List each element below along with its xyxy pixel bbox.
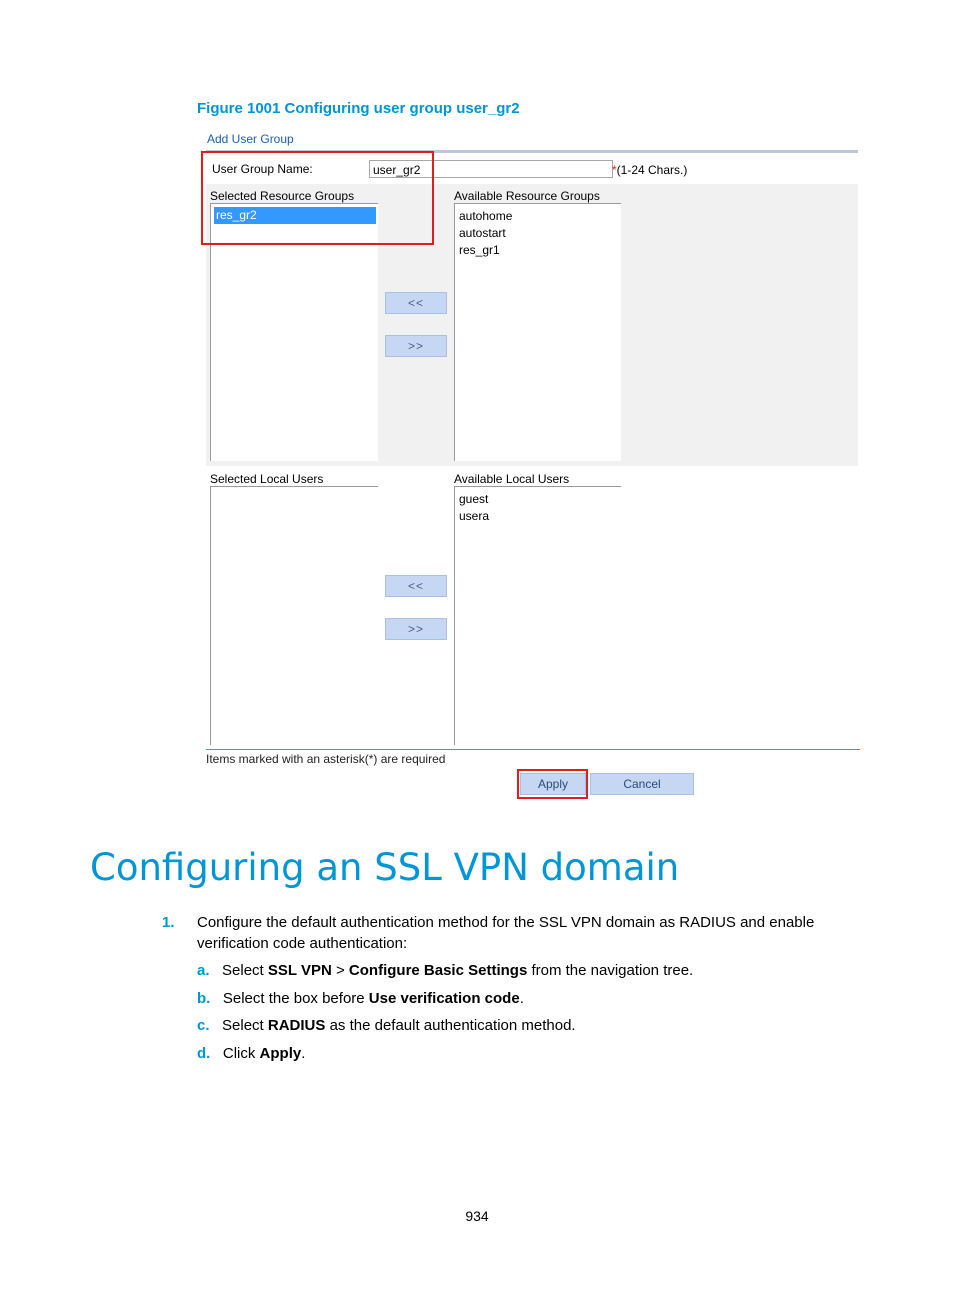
ui-term: RADIUS bbox=[267, 1017, 326, 1034]
user-group-label: User Group Name: bbox=[212, 162, 313, 176]
dialog-title: Add User Group bbox=[207, 132, 294, 146]
substep-letter: d. bbox=[197, 1045, 211, 1062]
apply-button[interactable]: Apply bbox=[520, 773, 586, 795]
add-local-user-button[interactable]: << bbox=[385, 575, 447, 597]
selected-resource-groups-label: Selected Resource Groups bbox=[210, 189, 355, 203]
substep-letter: b. bbox=[197, 990, 211, 1007]
selected-local-users-list[interactable] bbox=[210, 486, 378, 745]
list-item[interactable]: res_gr1 bbox=[459, 243, 500, 257]
section-title: Configuring an SSL VPN domain bbox=[90, 846, 680, 889]
substep-text: Select the box before bbox=[222, 990, 369, 1007]
substep-text: Select bbox=[222, 1017, 268, 1034]
user-group-name-input[interactable]: user_gr2 bbox=[369, 160, 613, 178]
list-item[interactable]: res_gr2 bbox=[214, 207, 376, 224]
substep-text: from the navigation tree. bbox=[527, 962, 694, 979]
list-item[interactable]: usera bbox=[459, 509, 490, 523]
list-item[interactable]: autohome bbox=[459, 209, 513, 223]
remove-local-user-button[interactable]: >> bbox=[385, 618, 447, 640]
remove-resource-group-button[interactable]: >> bbox=[385, 335, 447, 357]
step-text: Configure the default authentication method for the SSL VPN domain as RADIUS and enable verification code authentication: bbox=[197, 914, 815, 952]
add-resource-group-button[interactable]: << bbox=[385, 292, 447, 314]
substep-a bbox=[197, 960, 693, 981]
available-resource-groups-list[interactable] bbox=[454, 203, 621, 461]
substep-c bbox=[197, 1015, 576, 1036]
highlight-box bbox=[201, 151, 434, 245]
required-star: * bbox=[612, 163, 617, 177]
ui-term: Use verification code bbox=[368, 990, 520, 1007]
cancel-button[interactable]: Cancel bbox=[590, 773, 694, 795]
substep-letter: c. bbox=[197, 1017, 210, 1034]
required-footnote: Items marked with an asterisk(*) are required bbox=[206, 752, 446, 766]
page-number: 934 bbox=[465, 1208, 489, 1224]
list-item[interactable]: autostart bbox=[459, 226, 506, 240]
ui-term: Configure Basic Settings bbox=[348, 962, 528, 979]
footer-divider bbox=[206, 749, 860, 750]
substep-letter: a. bbox=[197, 962, 210, 979]
selected-local-users-label: Selected Local Users bbox=[210, 472, 324, 486]
available-resource-groups-label: Available Resource Groups bbox=[454, 189, 600, 203]
substep-text: > bbox=[331, 962, 349, 979]
substep-text: as the default authentication method. bbox=[325, 1017, 576, 1034]
substep-text: . bbox=[301, 1045, 306, 1062]
required-hint-text: (1-24 Chars.) bbox=[616, 163, 688, 177]
figure-caption: Figure 1001 Configuring user group user_gr2 bbox=[197, 100, 520, 117]
list-item[interactable]: guest bbox=[459, 492, 489, 506]
substep-text: Select bbox=[222, 962, 268, 979]
substep-b bbox=[197, 988, 524, 1009]
available-local-users-list[interactable] bbox=[454, 486, 621, 745]
apply-highlight-box bbox=[517, 769, 588, 799]
substep-text: Click bbox=[222, 1045, 260, 1062]
required-hint bbox=[612, 163, 687, 177]
ui-term: SSL VPN bbox=[267, 962, 332, 979]
ui-term: Apply bbox=[259, 1045, 302, 1062]
step-number: 1. bbox=[162, 914, 175, 931]
available-local-users-label: Available Local Users bbox=[454, 472, 570, 486]
substep-d bbox=[197, 1043, 305, 1064]
substep-text: . bbox=[519, 990, 524, 1007]
